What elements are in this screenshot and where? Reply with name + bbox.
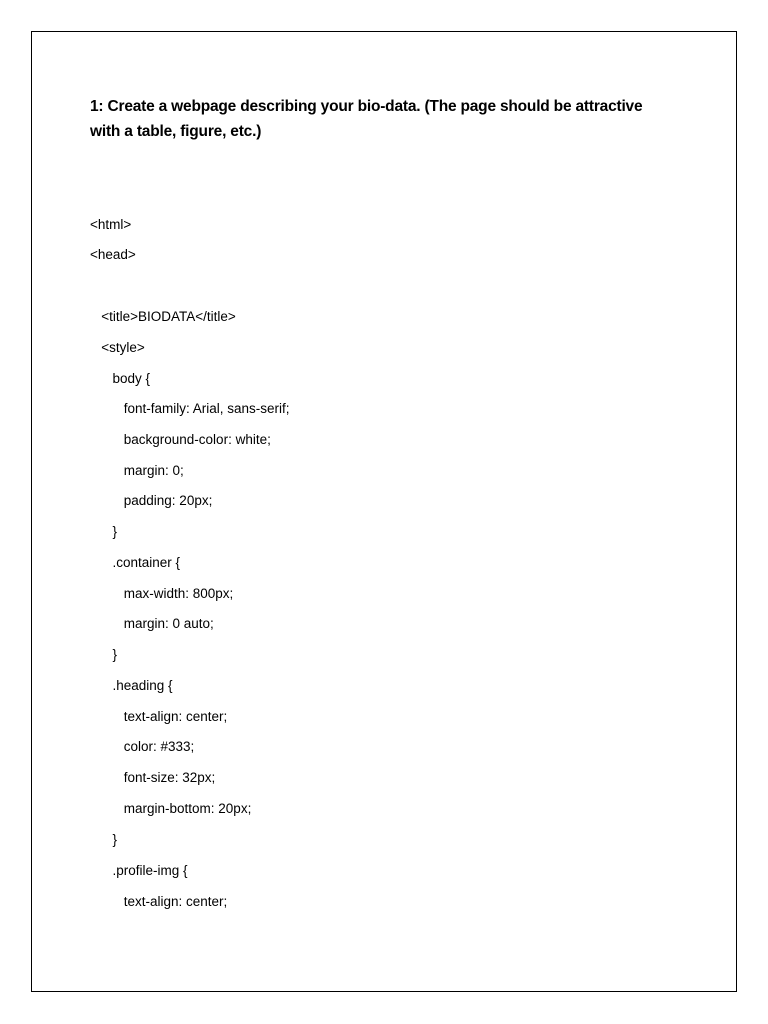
code-line: .profile-img { [90,863,188,878]
code-line: color: #333; [90,739,195,754]
code-line: <style> [90,340,145,355]
code-line: background-color: white; [90,432,271,447]
code-line: margin: 0; [90,463,184,478]
code-line: .container { [90,555,181,570]
code-line: margin: 0 auto; [90,616,214,631]
code-line: font-size: 32px; [90,770,216,785]
code-line: <html> [90,217,132,232]
code-line: body { [90,371,151,386]
code-line: font-family: Arial, sans-serif; [90,401,290,416]
code-line: text-align: center; [90,894,228,909]
code-line: <head> [90,247,136,262]
code-line: text-align: center; [90,709,228,724]
code-line: <title>BIODATA</title> [90,309,236,324]
code-line: padding: 20px; [90,493,213,508]
code-line: } [90,647,118,662]
page-border [31,31,737,992]
code-line: margin-bottom: 20px; [90,801,252,816]
code-line: .heading { [90,678,173,693]
code-line: } [90,832,118,847]
code-line: } [90,524,118,539]
question-title: 1: Create a webpage describing your bio-data. (The page should be attractive with a table, figure, etc.) [90,98,643,140]
code-line: max-width: 800px; [90,586,234,601]
